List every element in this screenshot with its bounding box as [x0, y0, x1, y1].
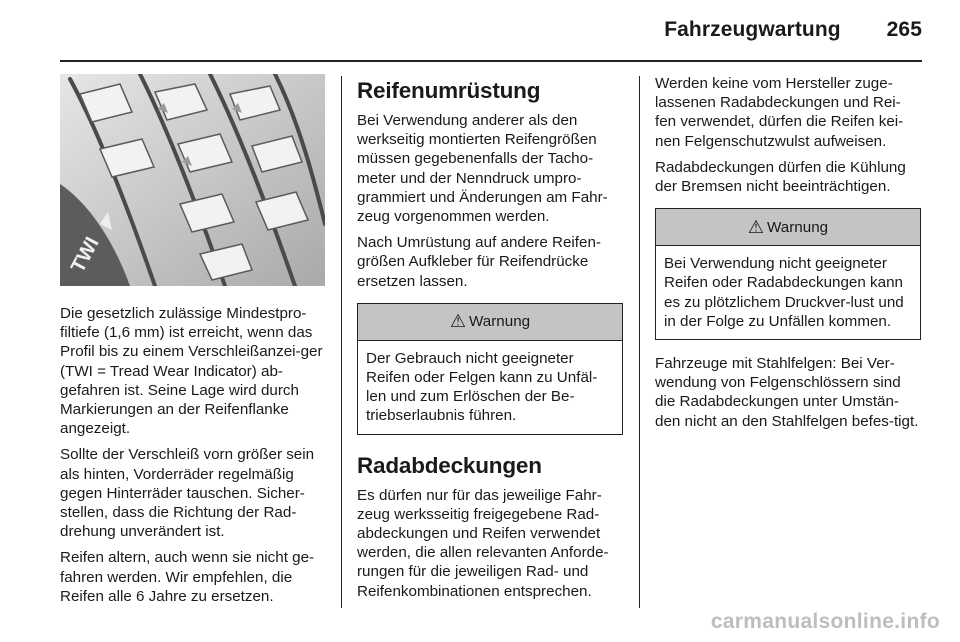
section-heading: Reifenumrüstung: [357, 78, 541, 103]
paragraph: Es dürfen nur für das jeweilige Fahr-zeug werksseitig freigegebene Rad-abdeckungen und Reifen verwendet werden, die allen relevanten Anforde-rungen für die jeweiligen Rad- und Reifenkombinationen entsprechen.: [357, 486, 609, 600]
warning-header: [358, 304, 622, 341]
page-header: [664, 18, 922, 42]
warning-icon: ⚠: [747, 216, 765, 237]
paragraph: Nach Umrüstung auf andere Reifen-größen Aufkleber für Reifendrücke ersetzen lassen.: [357, 234, 601, 290]
warning-box: [655, 208, 921, 340]
tire-tread-image: [60, 74, 325, 286]
paragraph: Radabdeckungen dürfen die Kühlung der Bremsen nicht beeinträchtigen.: [655, 158, 906, 196]
warning-title: Warnung: [469, 313, 531, 331]
section-heading: Radabdeckungen: [357, 452, 542, 478]
header-rule: [60, 60, 922, 62]
page-title: Fahrzeugwartung: [664, 18, 841, 41]
warning-header: [656, 209, 920, 246]
warning-title: Warnung: [767, 218, 829, 236]
warning-text: Der Gebrauch nicht geeigneter Reifen oder Felgen kann zu Unfäl-len und zum Erlöschen der Be-triebserlaubnis führen.: [366, 349, 598, 425]
warning-text: Bei Verwendung nicht geeigneter Reifen oder Radabdeckungen kann es zu plötzlichem Druckver-lust und in der Folge zu Unfällen kommen.: [664, 255, 904, 330]
paragraph: Sollte der Verschleiß vorn größer sein als hinten, Vorderräder regelmäßig gegen Hinterräder tauschen. Sicher-stellen, dass die Richtung der Rad-drehung unverändert ist.: [60, 446, 315, 541]
twi-marking: TWI: [66, 233, 104, 277]
column-3: [655, 74, 921, 438]
warning-icon: ⚠: [449, 311, 467, 332]
paragraph: Fahrzeuge mit Stahlfelgen: Bei Ver-wendung von Felgenschlössern sind die Radabdeckungen unter Umstän-den nicht an den Stahlfelgen befes-tigt.: [655, 355, 919, 430]
paragraph: Bei Verwendung anderer als den werkseitig montierten Reifengrößen müssen gegebenenfalls der Tacho-meter und der Nenndruck umpro-grammiert und Änderungen am Fahr-zeug vorgenommen werden.: [357, 112, 608, 226]
warning-box: [357, 303, 623, 435]
paragraph: Reifen altern, auch wenn sie nicht ge-fahren werden. Wir empfehlen, die Reifen alle 6 Jahre zu ersetzen.: [60, 549, 315, 605]
paragraph: Die gesetzlich zulässige Mindestpro-filtiefe (1,6 mm) ist erreicht, wenn das Profil bis zu einem Verschleißanzei-ger (TWI = Tread Wear Indicator) ab-gefahren ist. Seine Lage wird durch Markierungen an der Reifenflanke angezeigt.: [60, 305, 323, 438]
page-number: 265: [886, 18, 922, 41]
column-divider-1: [341, 76, 342, 608]
watermark: carmanualsonline.info: [710, 610, 940, 633]
paragraph: Werden keine vom Hersteller zuge-lassenen Radabdeckungen und Rei-fen verwendet, dürfen die Reifen kei-nen Felgenschutzwulst aufweisen.: [655, 75, 904, 150]
column-2: [357, 74, 623, 608]
column-divider-2: [639, 76, 640, 608]
column-1: [60, 74, 326, 613]
